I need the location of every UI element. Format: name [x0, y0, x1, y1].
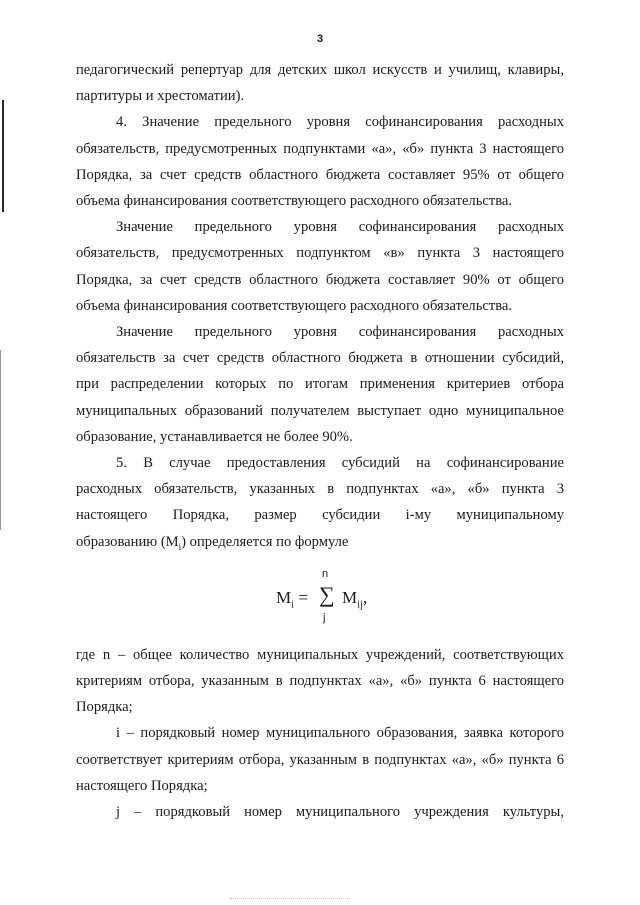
- summation-formula: [76, 560, 564, 642]
- scan-margin-bar: [2, 100, 4, 212]
- text-line: 4. Значение предельного уровня софинансирования расходных: [116, 114, 564, 131]
- text-line: педагогический репертуар для детских школ искусств и училищ, клавиры,: [76, 62, 564, 78]
- text-line: обязательств, предусмотренных подпунктом «в» пункта 3 настоящего: [76, 245, 564, 262]
- text-fragment: образованию (M: [76, 533, 179, 550]
- text-line: обязательств, предусмотренных подпунктами «а», «б» пункта 3 настоящего: [76, 140, 564, 157]
- formula-lhs: $M_i$ =: [276, 587, 308, 611]
- text-line: Значение предельного уровня софинансирования расходных: [116, 219, 564, 236]
- text-line: объема финансирования соответствующего расходного обязательства.: [76, 193, 513, 210]
- text-line: j – порядковый номер муниципального учреждения культуры,: [116, 803, 564, 820]
- text-line: обязательств за счет средств областного бюджета в отношении субсидий,: [76, 350, 564, 367]
- sigma-symbol: ∑: [319, 581, 335, 607]
- text-line: Порядка, за счет средств областного бюджета составляет 90% от общего: [76, 271, 564, 288]
- page-number: 3: [316, 33, 324, 45]
- text-line: Значение предельного уровня софинансирования расходных: [116, 324, 564, 341]
- text-line: 5. В случае предоставления субсидий на софинансирование: [116, 455, 564, 472]
- text-line: критериям отбора, указанным в подпунктах «а», «б» пункта 6 настоящего: [76, 672, 564, 689]
- text-line: [76, 529, 564, 560]
- text-line: настоящего Порядка;: [76, 777, 208, 794]
- formula-rhs: $M_{ij}$,: [342, 587, 368, 611]
- text-line: настоящего Порядка, размер субсидии i-му муниципальному: [76, 507, 564, 524]
- document-body: [76, 57, 564, 825]
- text-line: образование, устанавливается не более 90%.: [76, 428, 353, 445]
- text-line: Порядка, за счет средств областного бюджета составляет 95% от общего: [76, 166, 564, 183]
- scan-artifact: [230, 898, 350, 901]
- formula-upper-limit: n: [322, 567, 329, 580]
- subscript: i: [178, 541, 182, 552]
- text-line: соответствует критериям отбора, указанным в подпунктах «а», «б» пункта 6: [76, 751, 564, 768]
- formula-lower-index: j: [323, 611, 326, 624]
- scan-margin-mark: [0, 350, 1, 530]
- text-line: Порядка;: [76, 699, 133, 716]
- text-line: i – порядковый номер муниципального образования, заявка которого: [116, 725, 564, 742]
- text-line: партитуры и хрестоматии).: [76, 88, 245, 105]
- text-line: муниципальных образований получателем выступает одно муниципальное: [76, 402, 564, 419]
- text-line: расходных обязательств, указанных в подпунктах «а», «б» пункта 3: [76, 481, 564, 498]
- text-fragment: ) определяется по формуле: [181, 533, 349, 550]
- text-line: где n – общее количество муниципальных учреждений, соответствующих: [76, 646, 564, 663]
- text-line: объема финансирования соответствующего расходного обязательства.: [76, 297, 513, 314]
- text-line: при распределении которых по итогам применения критериев отбора: [76, 376, 564, 393]
